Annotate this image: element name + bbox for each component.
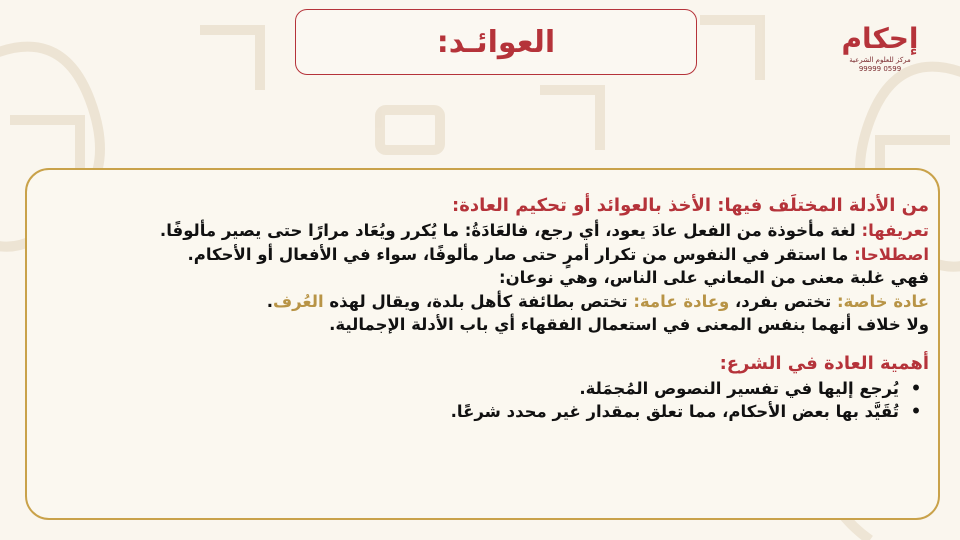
logo-subtitle: مركز للعلوم الشرعية	[849, 56, 911, 64]
page-title: العوائـد:	[436, 24, 556, 60]
title-box	[295, 9, 697, 75]
logo	[840, 22, 920, 92]
general-custom-text: تختص بطائفة كأهل بلدة، ويقال لهذه	[323, 291, 634, 311]
urf-end: .	[266, 291, 273, 311]
list-item: • يُرجع إليها في تفسير النصوص المُجمَلة.	[29, 377, 929, 401]
special-custom-text: تختص بفرد،	[729, 291, 837, 311]
general-custom-label: وعادة عامة:	[633, 291, 730, 311]
no-dispute-line: ولا خلاف أنهما بنفس المعنى في استعمال الفقهاء أي باب الأدلة الإجمالية.	[329, 315, 929, 334]
content-text	[29, 193, 929, 424]
logo-name: إحكام	[841, 22, 919, 55]
types-intro-line: فهي غلبة معنى من المعاني على الناس، وهي نوعان:	[498, 268, 929, 287]
list-item: • تُقَيَّد بها بعض الأحكام، مما تعلق بمقدار غير محدد شرعًا.	[29, 400, 929, 424]
section-heading-evidence: من الأدلة المختلَف فيها: الأخذ بالعوائد أو تحكيم العادة:	[452, 195, 929, 216]
definition-text: لغة مأخوذة من الفعل عادَ يعود، أي رجع، فالعَادَةُ: ما يُكرر ويُعَاد مرارًا حتى يصير مألوفًا.	[159, 221, 862, 240]
terminology-text: ما استقر في النفوس من تكرار أمرٍ حتى صار مألوفًا، سواء في الأفعال أو الأحكام.	[187, 244, 855, 264]
special-custom-label: عادة خاصة:	[836, 291, 929, 311]
types-line	[29, 290, 929, 314]
section-heading-importance: أهمية العادة في الشرع:	[719, 352, 929, 374]
terminology-line	[29, 243, 929, 267]
logo-phone: 0599 99999	[858, 65, 902, 73]
definition-line	[29, 219, 929, 243]
urf-term: العُرف	[273, 291, 324, 311]
definition-label: تعريفها:	[861, 221, 929, 240]
terminology-label: اصطلاحا:	[854, 244, 929, 264]
